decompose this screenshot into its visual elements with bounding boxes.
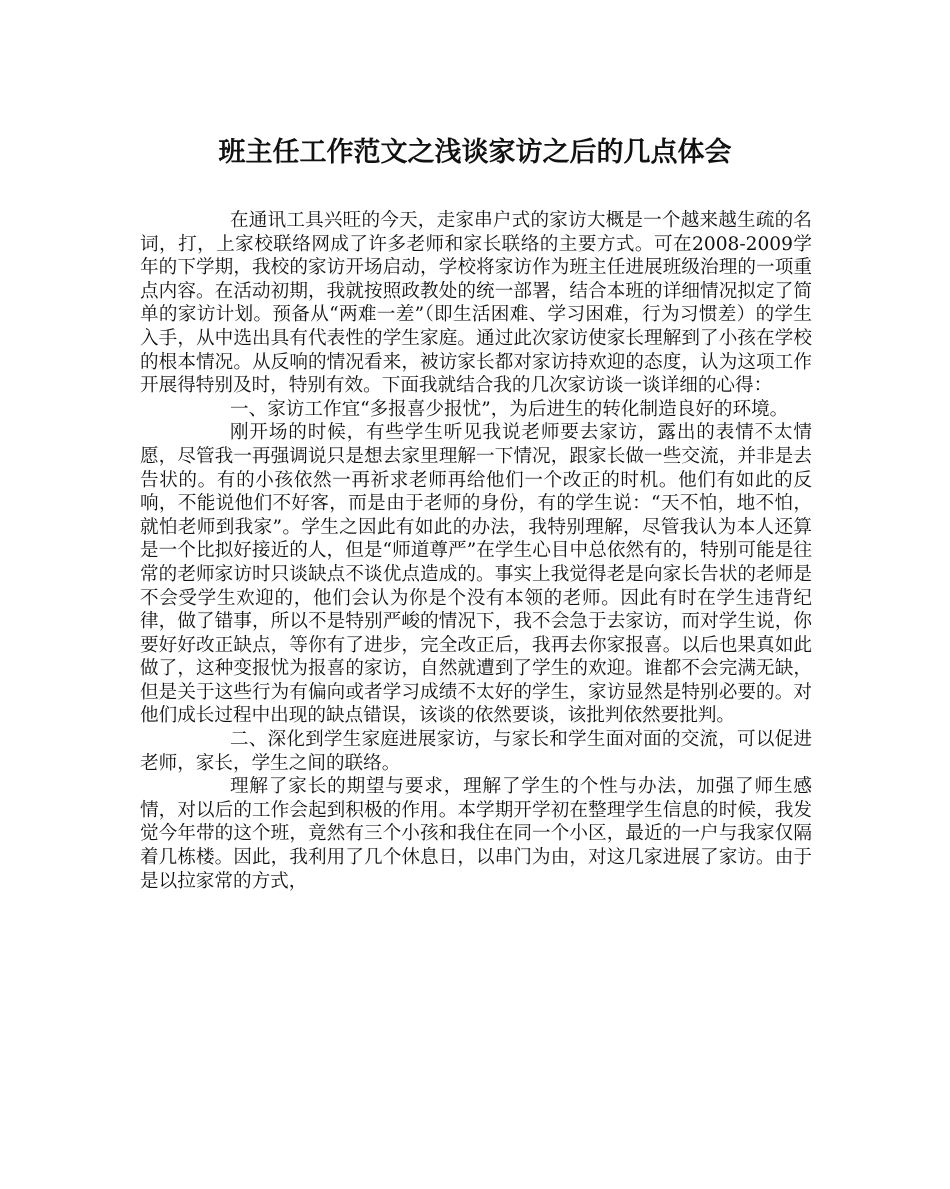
document-body (140, 209, 812, 893)
section-heading-1: 一、家访工作宜“多报喜少报忧”，为后进生的转化制造良好的环境。 (230, 398, 789, 420)
paragraph-section-1: 刚开场的时候，有些学生听见我说老师要去家访，露出的表情不太情愿，尽管我一再强调说只是想去家里理解一下情况，跟家长做一些交流，并非是去告状的。有的小孩依然一再祈求老师再给他们一个改正的时机。他们有如此的反响，不能说他们不好客，而是由于老师的身份，有的学生说：“天不怕，地不怕，就怕老师到我家”。学生之因此有如此的办法，我特别理解，尽管我认为本人还算是一个比拟好接近的人，但是“师道尊严”在学生心目中总依然有的，特别可能是往常的老师家访时只谈缺点不谈优点造成的。事实上我觉得老是向家长告状的老师是不会受学生欢迎的，他们会认为你是个没有本领的老师。因此有时在学生违背纪律，做了错事，所以不是特别严峻的情况下，我不会急于去家访，而对学生说，你要好好改正缺点，等你有了进步，完全改正后，我再去你家报喜。以后也果真如此做了，这种变报忧为报喜的家访，自然就遭到了学生的欢迎。谁都不会完满无缺，但是关于这些行为有偏向或者学习成绩不太好的学生，家访显然是特别必要的。对他们成长过程中出现的缺点错误，该谈的依然要谈，该批判依然要批判。 (140, 422, 812, 727)
section-heading-2: 二、深化到学生家庭进展家访，与家长和学生面对面的交流，可以促进老师，家长，学生之间的联络。 (140, 729, 812, 774)
paragraph-intro: 在通讯工具兴旺的今天，走家串户式的家访大概是一个越来越生疏的名词，打，上家校联络网成了许多老师和家长联络的主要方式。可在2008-2009学年的下学期，我校的家访开场启动，学校将家访作为班主任进展班级治理的一项重点内容。在活动初期，我就按照政教处的统一部署，结合本班的详细情况拟定了简单的家访计划。预备从“两难一差”（即生活困难、学习困难，行为习惯差）的学生入手，从中选出具有代表性的学生家庭。通过此次家访使家长理解到了小孩在学校的根本情况。从反响的情况看来，被访家长都对家访持欢迎的态度，认为这项工作开展得特别及时，特别有效。下面我就结合我的几次家访谈一谈详细的心得： (140, 210, 812, 397)
document-title: 班主任工作范文之浅谈家访之后的几点体会 (218, 137, 732, 168)
paragraph-section-2: 理解了家长的期望与要求，理解了学生的个性与办法，加强了师生感情，对以后的工作会起到积极的作用。本学期开学初在整理学生信息的时候，我发觉今年带的这个班，竟然有三个小孩和我住在同一个小区，最近的一户与我家仅隔着几栋楼。因此，我利用了几个休息日，以串门为由，对这几家进展了家访。由于是以拉家常的方式， (140, 776, 812, 892)
